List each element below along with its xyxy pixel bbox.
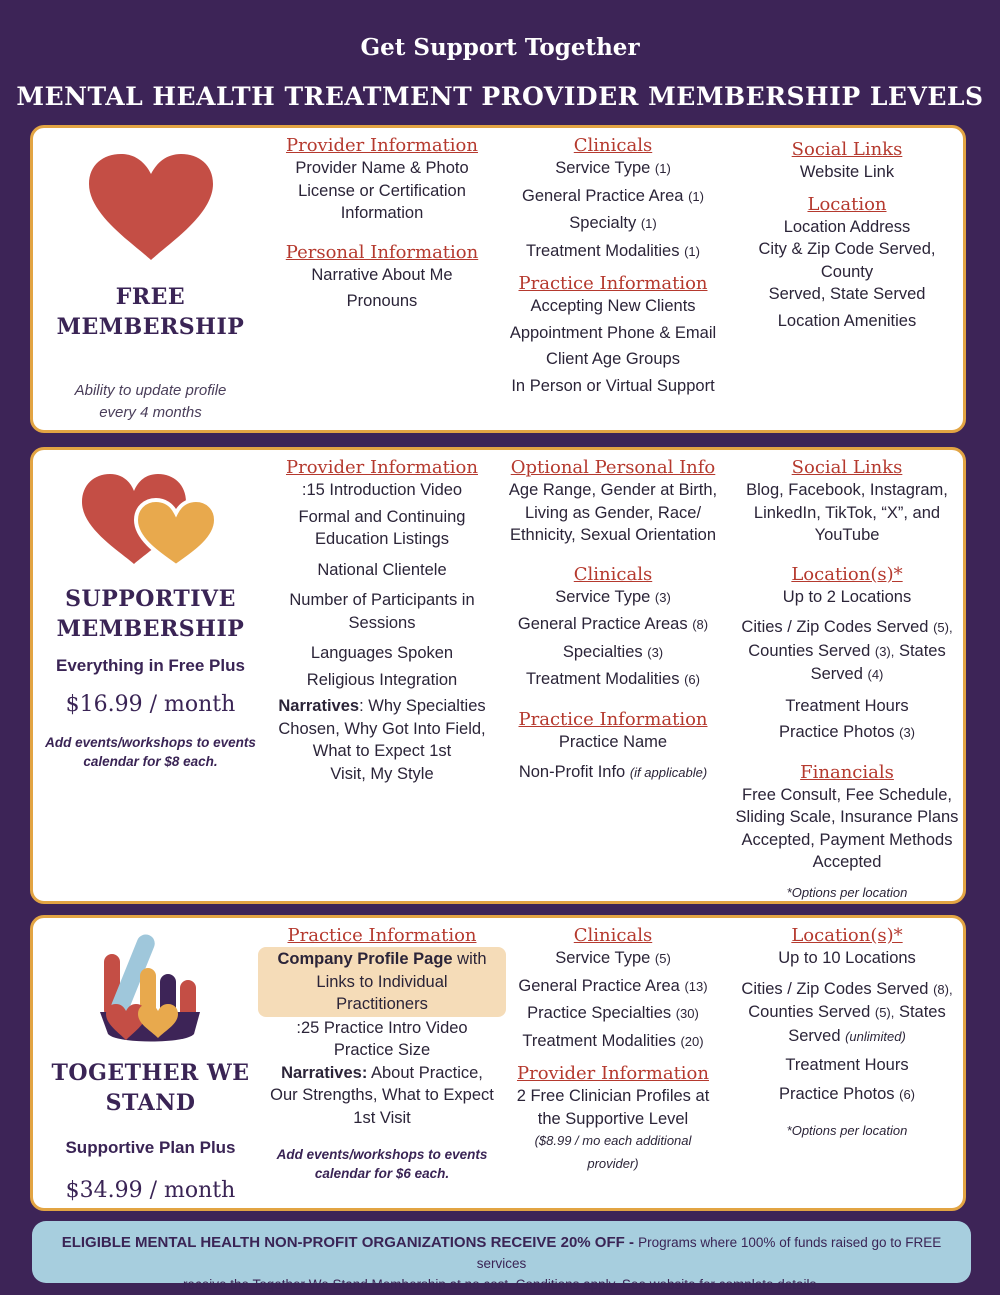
social-location-financial-section: Social Links Blog, Facebook, Instagram, LinkedIn, TikTok, “X”, and YouTube Location(s)* Up to 2 Locations Cities / Zip Codes Served (5), Counties Served (3), States Served (4) Treatment Hours Practice Photos (3) Financials Free Consult, Fee Schedule, Sliding Scale, Insurance Plans Accepted, Payment Methods Accepted *Options per location: [731, 456, 963, 904]
page-title: MENTAL HEALTH TREATMENT PROVIDER MEMBERSHIP LEVELS: [16, 82, 984, 111]
options-footnote: *Options per location: [786, 884, 908, 900]
practice-info-section: Practice Information Company Profile Page with Links to Individual Practitioners :25 Practice Intro Video Practice Size Narratives: About Practice, Our Strengths, What to Expect 1st Visit Add events/workshops to events calendar for $6 each.: [266, 924, 498, 1183]
page-subtitle: Get Support Together: [360, 34, 640, 61]
plan-subtitle: Everything in Free Plus: [56, 656, 245, 675]
tier-name: TOGETHER WE STAND: [51, 1060, 250, 1116]
plan-subtitle: Supportive Plan Plus: [65, 1138, 236, 1157]
supportive-membership-card: [30, 447, 966, 904]
hands-hearts-icon: [96, 928, 206, 1048]
social-location-section: Social Links Website Link Location Location Address City & Zip Code Served, County Served, State Served Location Amenities: [758, 139, 936, 330]
tier-name: SUPPORTIVE MEMBERSHIP: [56, 586, 245, 642]
options-footnote: *Options per location: [786, 1123, 908, 1138]
two-hearts-icon: [76, 468, 226, 568]
nonprofit-discount-banner: ELIGIBLE MENTAL HEALTH NON-PROFIT ORGANIZATIONS RECEIVE 20% OFF - Programs where 100% of funds raised go to FREE services receive the Together We Stand Membership at no cost. Conditions apply. See website for complete details.: [32, 1221, 971, 1283]
plan-price: $16.99 / month: [65, 692, 236, 717]
events-note: Add events/workshops to events calendar for $6 each.: [276, 1147, 488, 1181]
clinicals-section: Clinicals Service Type (1) General Practice Area (1) Specialty (1) Treatment Modalities (1) Practice Information Accepting New Clients Appointment Phone & Email Client Age Groups In Person or Virtual Support: [509, 135, 717, 395]
together-we-stand-card: [30, 915, 966, 1211]
clinicals-provider-section: Clinicals Service Type (5) General Practice Area (13) Practice Specialties (30) Treatment Modalities (20) Provider Information 2 Free Clinician Profiles at the Supportive Level ($8.99 / mo each additional provider): [516, 925, 710, 1171]
locations-section: Location(s)* Up to 10 Locations Cities / Zip Codes Served (8), Counties Served (5), States Served (unlimited) Treatment Hours Practice Photos (6) *Options per location: [731, 924, 963, 1143]
update-note: Ability to update profile every 4 months: [74, 382, 227, 421]
events-note: Add events/workshops to events calendar for $8 each.: [45, 735, 256, 769]
provider-info-section: Provider Information :15 Introduction Video Formal and Continuing Education Listings National Clientele Number of Participants in Sessions Languages Spoken Religious Integration Narratives: Why Specialties Chosen, Why Got Into Field, What to Expect 1st Visit, My Style: [278, 457, 486, 783]
plan-price: $34.99 / month: [65, 1178, 236, 1203]
provider-info-section: Provider Information Provider Name & Photo License or Certification Information Personal Information Narrative About Me Pronouns: [285, 135, 479, 310]
company-profile-highlight: Company Profile Page with Links to Individual Practitioners: [258, 947, 506, 1017]
heart-icon: [81, 152, 221, 262]
free-membership-card: [30, 125, 966, 433]
personal-clinical-practice-section: Optional Personal Info Age Range, Gender at Birth, Living as Gender, Race/ Ethnicity, Sexual Orientation Clinicals Service Type (3) General Practice Areas (8) Specialties (3) Treatment Modalities (6) Practice Information Practice Name Non-Profit Info (if applicable): [508, 457, 718, 781]
tier-name: FREE MEMBERSHIP: [56, 284, 245, 340]
